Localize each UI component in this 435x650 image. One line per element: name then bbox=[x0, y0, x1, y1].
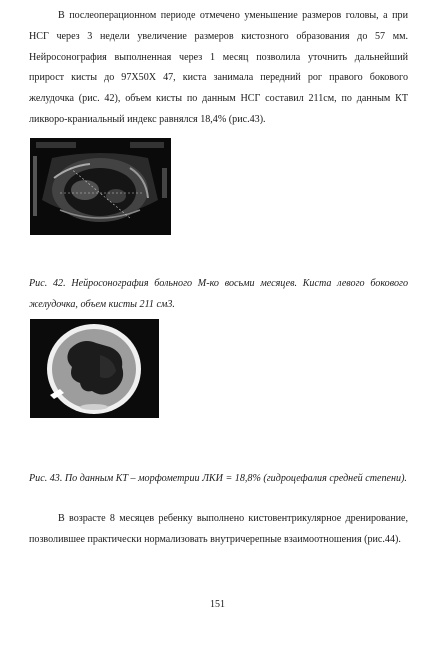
figure-42-caption: Рис. 42. Нейросонография больного М-ко восьми месяцев. Киста левого бокового желудочка, объем кисты 211 см3. bbox=[29, 278, 408, 310]
paragraph-intro: В послеоперационном периоде отмечено уменьшение размеров головы, а при НСГ через 3 недели увеличение размеров кистозного образования до 57 мм. Нейросонография выполненная через 1 месяц позволила уточнить дальнейший прирост кисты до 97Х50Х 47, киста занимала передний рог правого бокового желудочка (рис. 42), объем кисты по данным НСГ составил 211см, по данным КТ ликворо-краниальный индекс равнялся 18,4% (рис.43). bbox=[29, 10, 408, 125]
ct-scan-image bbox=[30, 319, 159, 418]
neurosonography-image bbox=[30, 138, 171, 235]
figure-43-caption: Рис. 43. По данным КТ – морфометрии ЛКИ = 18,8% (гидроцефалия средней степени). bbox=[29, 473, 407, 484]
paragraph-drainage: В возрасте 8 месяцев ребенку выполнено кистовентрикулярное дренирование, позволившее практически нормализовать внутричерепные взаимоотношения (рис.44). bbox=[29, 513, 408, 545]
page-number: 151 bbox=[210, 599, 225, 610]
